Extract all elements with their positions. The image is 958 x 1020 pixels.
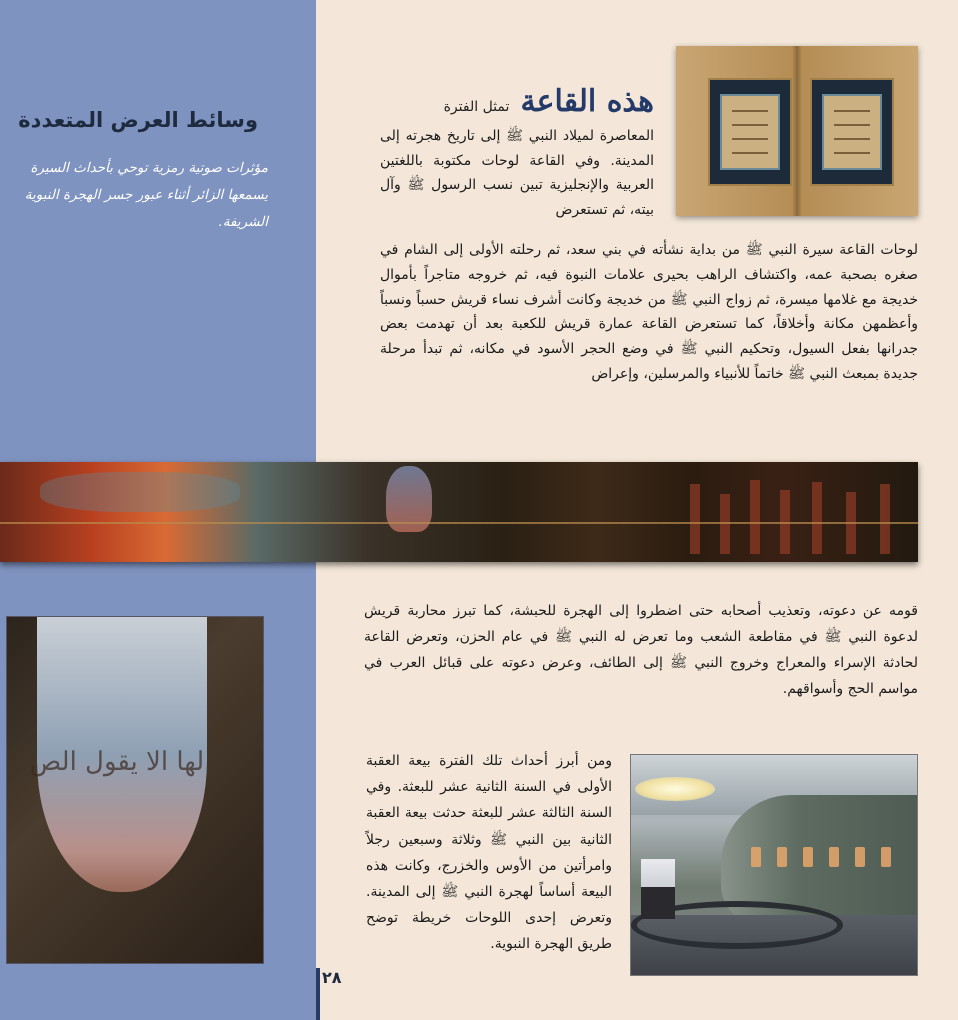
manuscript-left-panel [720, 94, 780, 170]
manuscript-line [732, 110, 768, 112]
hall-display-base [641, 887, 675, 919]
paragraph-intro: المعاصرة لميلاد النبي ﷺ إلى تاريخ هجرته إلى المدينة. وفي القاعة لوحات مكتوبة باللغتين العربية والإنجليزية تبين نسب الرسول ﷺ وآل بيته، ثم تستعرض [380, 128, 654, 218]
paragraph-biography: لوحات القاعة سيرة النبي ﷺ من بداية نشأته في بني سعد، ثم رحلته الأولى إلى الشام في صغره بصحبة عمه، واكتشاف الراهب بحيرى علامات النبوة فيه، ثم خروجه متاجراً بأموال خديجة مع غلامها ميسرة، ثم زواج النبي ﷺ من خديجة وكانت أشرف نساء قريش حسباً ونسباً وأعظمهن مكانة وأخلاقاً، كما تستعرض القاعة عمارة قريش للكعبة بعد أن تهدمت بعض جدرانها بفعل السيول، وتحكيم النبي ﷺ في وضع الحجر الأسود في مكانه، ثم تبدأ مرحلة جديدة بمبعث النبي ﷺ خاتماً للأنبياء والمرسلين، وإعراض [380, 242, 918, 382]
manuscript-line [834, 110, 870, 112]
hall-ceiling-light [635, 777, 715, 801]
manuscript-line [834, 124, 870, 126]
manuscript-line [732, 152, 768, 154]
banner-calligraphy-stroke [690, 484, 700, 554]
hall-wall-lamp [803, 847, 813, 867]
manuscript-line [732, 138, 768, 140]
banner-divider-line [0, 522, 918, 524]
manuscript-right-page [810, 78, 894, 186]
sidebar-caption: مؤثرات صوتية رمزية توحي بأحداث السيرة يسمعها الزائر أثناء عبور جسر الهجرة النبوية الشريفة. [24, 160, 268, 230]
exhibition-hall-photo [630, 754, 918, 976]
manuscript-line [732, 124, 768, 126]
page-number: ٢٨ [322, 968, 342, 987]
banner-sky [40, 472, 240, 512]
banner-calligraphy-stroke [812, 482, 822, 554]
sidebar-title: وسائط العرض المتعددة [18, 108, 258, 132]
manuscript-line [834, 138, 870, 140]
painting-calligraphy: لها الا يقول الص [29, 747, 205, 777]
hall-wall-lamp [881, 847, 891, 867]
manuscript-left-page [708, 78, 792, 186]
hall-wall-lamp [855, 847, 865, 867]
artwork-banner [0, 462, 918, 562]
heading-title: هذه القاعة [520, 84, 654, 119]
paragraph-aqaba: ومن أبرز أحداث تلك الفترة بيعة العقبة الأولى في السنة الثانية عشر للبعثة. وفي السنة الثالثة عشر للبعثة حدثت بيعة العقبة الثانية بين النبي ﷺ وثلاثة وسبعين رجلاً وامرأتين من الأوس والخزرج، وكانت هذه البيعة أساساً لهجرة النبي ﷺ إلى المدينة. وتعرض إحدى اللوحات خريطة توضح طريق الهجرة النبوية. [366, 753, 612, 953]
banner-calligraphy-stroke [720, 494, 730, 554]
hall-wall-lamp [777, 847, 787, 867]
page-number-bar [316, 968, 320, 1020]
section-heading [440, 84, 654, 124]
manuscript-line [834, 152, 870, 154]
hall-wall-lamp [751, 847, 761, 867]
manuscript-image [676, 46, 918, 216]
banner-calligraphy-stroke [750, 480, 760, 554]
calligraphy-painting [6, 616, 264, 964]
manuscript-right-panel [822, 94, 882, 170]
hall-wall-lamp [829, 847, 839, 867]
paragraph-dawah: قومه عن دعوته، وتعذيب أصحابه حتى اضطروا إلى الهجرة للحبشة، كما تبرز محاربة قريش لدعوة النبي ﷺ في مقاطعة الشعب وما تعرض له النبي ﷺ في عام الحزن، وتعرض القاعة لحادثة الإسراء والمعراج وخروج النبي ﷺ إلى الطائف، وعرض دعوته على قبائل العرب في مواسم الحج وأسواقهم. [364, 603, 918, 697]
heading-lead: تمثل الفترة [443, 99, 510, 115]
banner-calligraphy-stroke [880, 484, 890, 554]
